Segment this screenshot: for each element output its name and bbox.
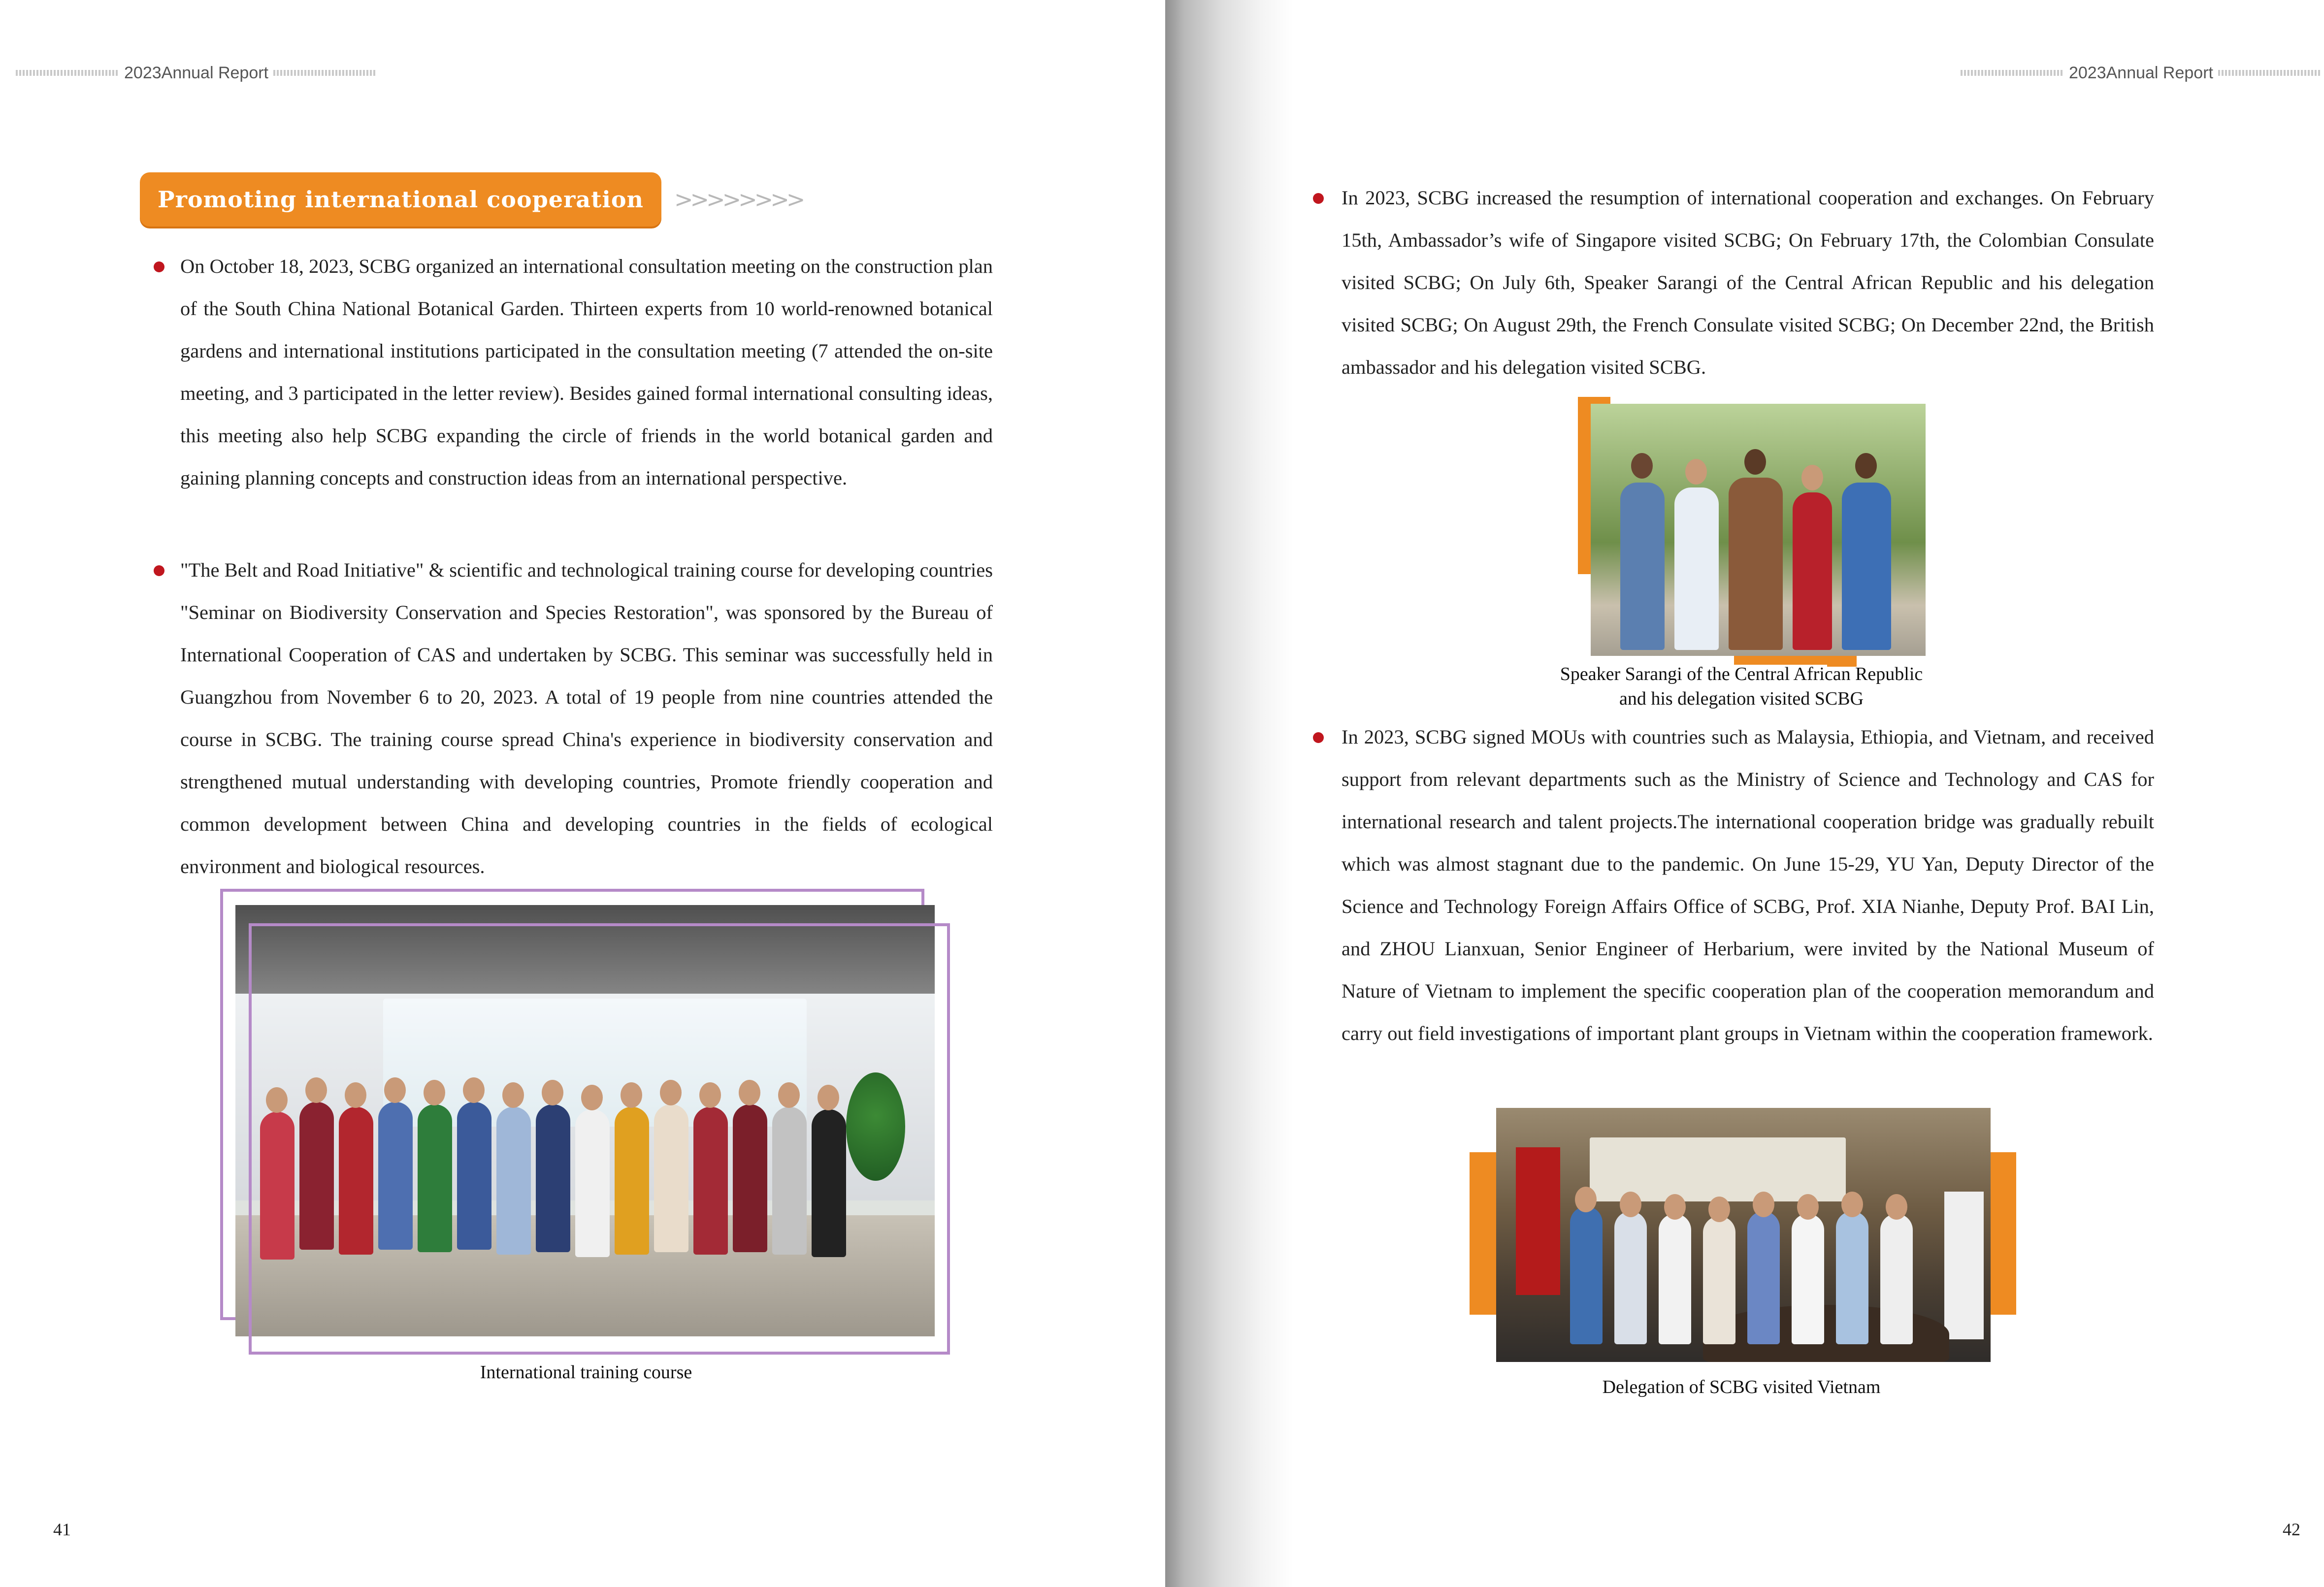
- photo-caption-line: Speaker Sarangi of the Central African Republic: [1560, 664, 1923, 684]
- bullet-icon: [154, 565, 164, 576]
- bullet-paragraph: In 2023, SCBG increased the resumption of international cooperation and exchanges. On February 15th, Ambassador’s wife of Singapore visited SCBG; On February 17th, the Colombian Consulate visited SCBG; On July 6th, Speaker Sarangi of the Central African Republic and his delegation visited SCBG; On August 29th, the French Consulate visited SCBG; On December 22nd, the British ambassador and his delegation visited SCBG.: [1342, 187, 2154, 378]
- page-number: 41: [53, 1520, 71, 1539]
- section-title-badge: [140, 172, 661, 227]
- photo-frame-outline: [249, 923, 950, 1355]
- bullet-paragraph: "The Belt and Road Initiative" & scientific and technological training course for developing countries "Seminar on Biodiversity Conservation and Species Restoration", was sponsored by the Bureau of International Cooperation of CAS and undertaken by SCBG. This seminar was successfully held in Guangzhou from November 6 to 20, 2023. A total of 19 people from nine countries attended the course in SCBG. The training course spread China's experience in biodiversity conservation and strengthened mutual understanding with developing countries, Promote friendly cooperation and common development between China and developing countries in the fields of ecological environment and biological resources.: [180, 559, 993, 877]
- header-title: 2023Annual Report: [2068, 63, 2213, 82]
- header-decoration: [16, 70, 119, 76]
- photo-caption: Delegation of SCBG visited Vietnam: [1602, 1377, 1881, 1397]
- bullet-paragraph: On October 18, 2023, SCBG organized an international consultation meeting on the construction plan of the South China National Botanical Garden. Thirteen experts from 10 world-renowned botanical gardens and international institutions participated in the consultation meeting (7 attended the on-site meeting, and 3 participated in the letter review). Besides gained formal international consulting ideas, this meeting also help SCBG expanding the circle of friends in the world botanical garden and gaining planning concepts and construction ideas from an international perspective.: [180, 255, 993, 489]
- page-number: 42: [2283, 1520, 2300, 1539]
- photo-caption-line: and his delegation visited SCBG: [1619, 688, 1864, 709]
- photo-caption: International training course: [480, 1362, 692, 1383]
- bullet-icon: [154, 261, 164, 272]
- bullet-icon: [1313, 732, 1324, 743]
- header-decoration: [1961, 70, 2064, 76]
- header-title: 2023Annual Report: [124, 63, 269, 82]
- bullet-icon: [1313, 193, 1324, 204]
- header-decoration: [2218, 70, 2322, 76]
- bullet-paragraph: In 2023, SCBG signed MOUs with countries such as Malaysia, Ethiopia, and Vietnam, and received support from relevant departments such as the Ministry of Science and Technology and CAS for international research and talent projects.The international cooperation bridge was gradually rebuilt which was almost stagnant due to the pandemic. On June 15-29, YU Yan, Deputy Director of the Science and Technology Foreign Affairs Office of SCBG, Prof. XIA Nianhe, Deputy Prof. BAI Lin, and ZHOU Lianxuan, Senior Engineer of Herbarium, were invited by the National Museum of Nature of Vietnam to implement the specific cooperation plan of the cooperation memorandum and carry out field investigations of important plant groups in Vietnam within the cooperation framework.: [1342, 726, 2154, 1044]
- right-page: [1165, 0, 2324, 1587]
- section-title: [140, 172, 802, 227]
- chevron-decoration-icon: >>>>>>>>: [674, 186, 803, 213]
- section-title-text: Promoting international cooperation: [158, 186, 644, 213]
- photo-delegation-vietnam: [1496, 1108, 1991, 1362]
- running-header-right: [1961, 63, 2322, 83]
- photo-delegation-central-african-republic: [1591, 404, 1926, 656]
- photo-caption: [1411, 662, 2071, 711]
- photo-accent-block: [1987, 1152, 2016, 1315]
- header-decoration: [273, 70, 377, 76]
- running-header-left: [16, 63, 377, 83]
- photo-accent-block: [1470, 1152, 1499, 1315]
